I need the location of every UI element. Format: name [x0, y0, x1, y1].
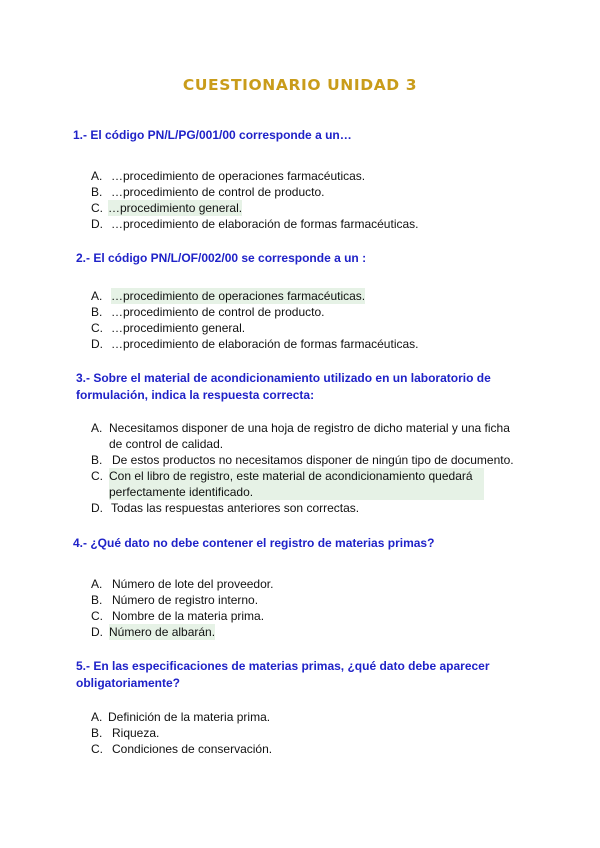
option-letter: B.	[91, 185, 103, 199]
question-3: 3.- Sobre el material de acondicionamiento utilizado en un laboratorio de formulación, indica la respuesta correcta:	[76, 371, 491, 402]
option-text: Necesitamos disponer de una hoja de registro de dicho material y una ficha de control de calidad.	[109, 421, 510, 451]
option-letter: A.	[91, 577, 103, 591]
option-text: Riqueza.	[112, 726, 160, 740]
option-text: Número de lote del proveedor.	[112, 577, 274, 591]
question-2: 2.- El código PN/L/OF/002/00 se corresponde a un :	[76, 251, 367, 265]
option-letter: D.	[91, 625, 103, 639]
option-text: Todas las respuestas anteriores son correctas.	[111, 501, 360, 515]
option-letter: A.	[91, 421, 103, 435]
option-letter: D.	[91, 217, 103, 231]
option-letter: B.	[91, 453, 103, 467]
page-title: CUESTIONARIO UNIDAD 3	[182, 76, 418, 94]
option-letter: C.	[91, 469, 103, 483]
question-4: 4.- ¿Qué dato no debe contener el registro de materias primas?	[73, 536, 435, 550]
option-letter: C.	[91, 609, 103, 623]
option-text: …procedimiento general.	[111, 321, 246, 335]
option-text: Definición de la materia prima.	[108, 710, 271, 724]
option-letter: C.	[91, 201, 103, 215]
option-letter: D.	[91, 501, 103, 515]
option-letter: A.	[91, 289, 103, 303]
option-letter: C.	[91, 742, 103, 756]
option-letter: B.	[91, 593, 103, 607]
option-text: …procedimiento de control de producto.	[111, 305, 325, 319]
option-text: …procedimiento de operaciones farmacéuticas.	[111, 169, 366, 183]
option-text: Nombre de la materia prima.	[112, 609, 265, 623]
option-text-highlighted: Número de albarán.	[109, 625, 216, 639]
option-letter: D.	[91, 337, 103, 351]
option-text: …procedimiento de elaboración de formas farmacéuticas.	[111, 337, 419, 351]
option-letter: C.	[91, 321, 103, 335]
option-text-highlighted: …procedimiento general.	[108, 201, 243, 215]
option-letter: A.	[91, 710, 103, 724]
question-1: 1.- El código PN/L/PG/001/00 corresponde a un…	[73, 128, 352, 142]
option-text: …procedimiento de elaboración de formas farmacéuticas.	[111, 217, 419, 231]
question-5: 5.- En las especificaciones de materias primas, ¿qué dato debe aparecer obligatoriamente?	[76, 659, 490, 690]
option-text: De estos productos no necesitamos disponer de ningún tipo de documento.	[112, 453, 514, 467]
option-text-highlighted: …procedimiento de operaciones farmacéuticas.	[111, 289, 366, 303]
option-text-highlighted: Con el libro de registro, este material de acondicionamiento quedará perfectamente identificado.	[109, 468, 484, 500]
option-text: Número de registro interno.	[112, 593, 259, 607]
option-letter: B.	[91, 726, 103, 740]
option-text: Condiciones de conservación.	[112, 742, 273, 756]
option-letter: A.	[91, 169, 103, 183]
option-text: …procedimiento de control de producto.	[111, 185, 325, 199]
option-letter: B.	[91, 305, 103, 319]
